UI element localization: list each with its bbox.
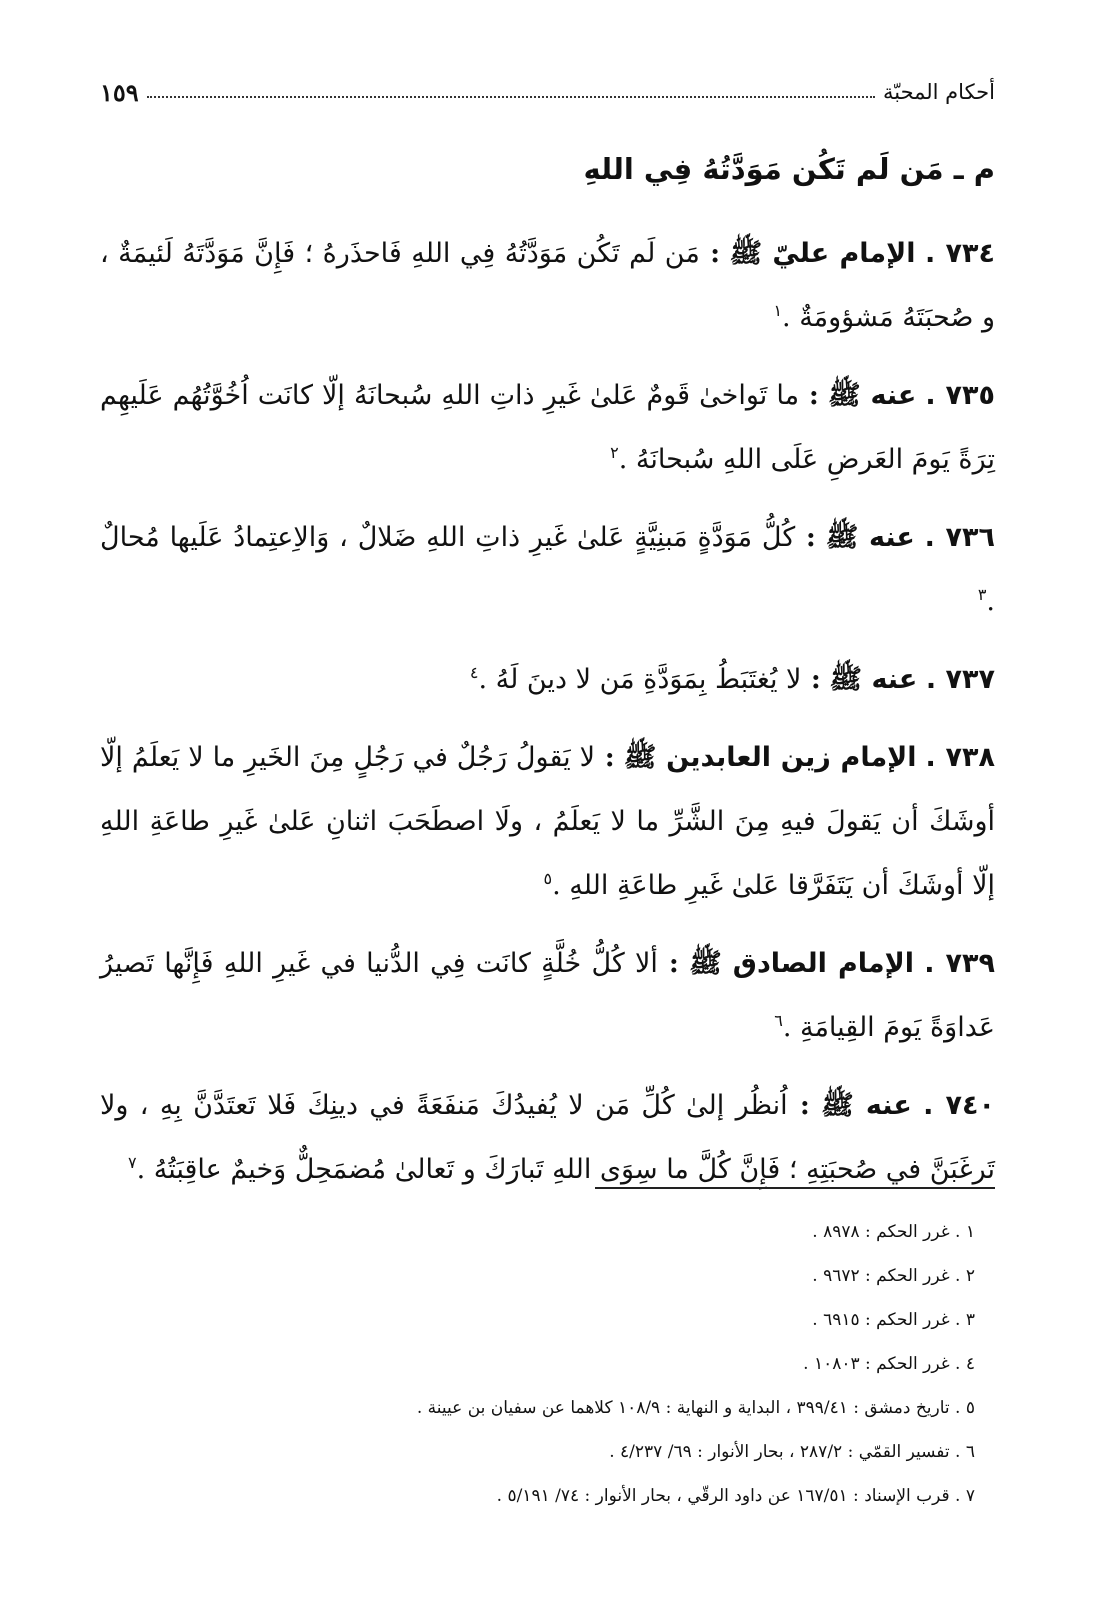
footnote-divider: [595, 1187, 995, 1189]
hadith-736: [100, 506, 995, 634]
footnote-ref[interactable]: ٢: [610, 443, 619, 462]
colon-separator: :: [795, 522, 816, 553]
footnote-ref[interactable]: ٣: [977, 585, 987, 604]
footnote-4: ٤ . غرر الحكم : ١٠٨٠٣ .: [803, 1354, 975, 1374]
colon-separator: :: [699, 238, 721, 269]
colon-separator: :: [595, 742, 615, 773]
hadith-text: كُلُّ مَوَدَّةٍ مَبنِيَّةٍ عَلىٰ غَيرِ ذاتِ اللهِ ضَلالٌ ، وَالاِعتِمادُ عَلَيها مُحالٌ .: [100, 522, 995, 617]
hadith-735: [100, 364, 995, 492]
hadith-text: لا يَقولُ رَجُلٌ في رَجُلٍ مِنَ الخَيرِ ما لا يَعلَمُ إلّا أوشَكَ أن يَقولَ فيهِ مِنَ الشَّرِّ ما لا يَعلَمُ ، ولَا اصطَحَبَ اثنانِ عَلىٰ غَيرِ طاعَةِ اللهِ إلّا أوشَكَ أن يَتَفَرَّقا عَلىٰ غَيرِ طاعَةِ اللهِ .: [100, 742, 995, 901]
hadith-speaker: عنه ﷺ: [827, 380, 917, 411]
footnote-ref[interactable]: ٥: [543, 869, 553, 888]
footnotes: [115, 1210, 975, 1518]
hadith-number: ٧٣٩ .: [924, 948, 995, 979]
running-header: [100, 72, 995, 112]
hadith-speaker: عنه ﷺ: [825, 522, 915, 553]
hadith-number: ٧٣٤ .: [924, 238, 995, 269]
footnote-2: ٢ . غرر الحكم : ٩٦٧٢ .: [812, 1266, 975, 1286]
page-number: ١٥٩: [100, 77, 139, 107]
hadith-speaker: عنه ﷺ: [821, 1090, 912, 1121]
colon-separator: :: [801, 664, 821, 695]
footnote-1: ١ . غرر الحكم : ٨٩٧٨ .: [812, 1222, 975, 1242]
colon-separator: :: [799, 380, 819, 411]
footnote-ref[interactable]: ٦: [774, 1011, 783, 1030]
hadith-number: ٧٣٧ .: [925, 664, 995, 695]
hadith-text: ألا كُلُّ خُلَّةٍ كانَت فِي الدُّنيا في غَيرِ اللهِ فَإِنَّها تَصيرُ عَداوَةً يَومَ القِيامَةِ .: [100, 948, 995, 1043]
hadith-737: [100, 648, 995, 712]
hadith-speaker: عنه ﷺ: [829, 664, 918, 695]
hadith-number: ٧٣٨ .: [925, 742, 995, 773]
hadith-number: ٧٣٥ .: [925, 380, 995, 411]
footnote-5: ٥ . تاريخ دمشق : ٣٩٩/٤١ ، البداية و النهاية : ١٠٨/٩ كلاهما عن سفيان بن عيينة .: [416, 1398, 975, 1418]
footnote-3: ٣ . غرر الحكم : ٦٩١٥ .: [812, 1310, 975, 1330]
hadith-text: لا يُغتَبَطُ بِمَوَدَّةِ مَن لا دينَ لَهُ .: [478, 664, 802, 695]
hadith-speaker: الإمام زين العابدين ﷺ: [623, 742, 917, 773]
section-heading: م ـ مَن لَم تَكُن مَوَدَّتُهُ فِي اللهِ: [583, 152, 995, 186]
footnote-6: ٦ . تفسير القمّي : ٢٨٧/٢ ، بحار الأنوار : ٦٩/ ٤/٢٣٧ .: [609, 1442, 975, 1462]
footnote-ref[interactable]: ٤: [469, 663, 479, 682]
hadith-734: [100, 222, 995, 350]
footnote-ref[interactable]: ٧: [127, 1153, 137, 1172]
hadith-number: ٧٣٦ .: [924, 522, 995, 553]
hadith-text: مَن لَم تَكُن مَوَدَّتُهُ فِي اللهِ فَاحذَرهُ ؛ فَإِنَّ مَوَدَّتَهُ لَئيمَةٌ ، و صُحبَتَهُ مَشؤومَةٌ .: [100, 238, 995, 333]
hadith-list: [100, 222, 995, 1216]
footnote-ref[interactable]: ١: [773, 301, 783, 320]
colon-separator: :: [657, 948, 679, 979]
hadith-number: ٧٤٠ .: [923, 1090, 995, 1121]
book-title: أحكام المحبّة: [882, 80, 995, 104]
leader-dots: [147, 96, 875, 98]
hadith-text: اُنظُر إلىٰ كُلِّ مَن لا يُفيدُكَ مَنفَعَةً في دينِكَ فَلا تَعتَدَّنَّ بِهِ ، ولا تَرغَبَنَّ في صُحبَتِهِ ؛ فَإِنَّ كُلَّ ما سِوَى اللهِ تَبارَكَ و تَعالىٰ مُضمَحِلٌّ وَخيمٌ عاقِبَتُهُ .: [100, 1090, 995, 1185]
footnote-7: ٧ . قرب الإسناد : ١٦٧/٥١ عن داود الرقّي ، بحار الأنوار : ٧٤/ ٥/١٩١ .: [496, 1486, 975, 1506]
hadith-740: [100, 1074, 995, 1202]
hadith-text: ما تَواخىٰ قَومٌ عَلىٰ غَيرِ ذاتِ اللهِ سُبحانَهُ إلّا كانَت اُخُوَّتُهُم عَلَيهِم تِرَةً يَومَ العَرضِ عَلَى اللهِ سُبحانَهُ .: [100, 380, 995, 475]
hadith-speaker: الإمام عليّ ﷺ: [729, 238, 916, 269]
hadith-738: [100, 726, 995, 918]
colon-separator: :: [787, 1090, 810, 1121]
hadith-speaker: الإمام الصادق ﷺ: [689, 948, 914, 979]
hadith-739: [100, 932, 995, 1060]
